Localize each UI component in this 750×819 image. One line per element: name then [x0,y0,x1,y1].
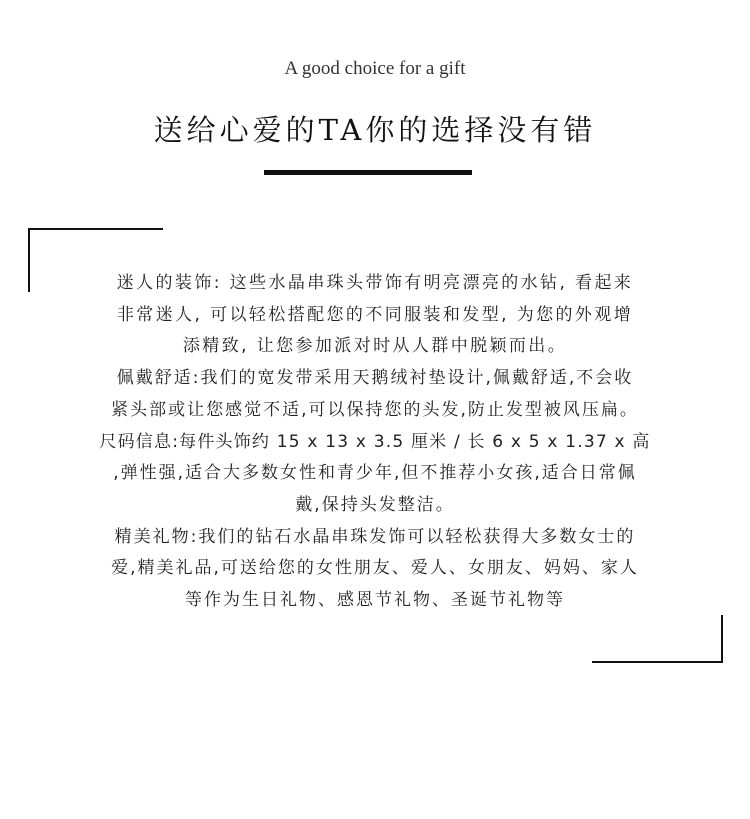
description-line: 紧头部或让您感觉不适,可以保持您的头发,防止发型被风压扁。 [111,399,639,420]
description-line: ,弹性强,适合大多数女性和青少年,但不推荐小女孩,适合日常佩 [113,463,637,484]
description-line: 尺码信息:每件头饰约 15 x 13 x 3.5 厘米 / 长 6 x 5 x 1.37 x 高 [99,431,651,452]
product-description [30,268,720,617]
description-line: 非常迷人, 可以轻松搭配您的不同服装和发型, 为您的外观增 [116,304,634,325]
description-line: 添精致, 让您参加派对时从人群中脱颖而出。 [182,336,568,357]
subtitle: A good choice for a gift [284,58,466,79]
corner-frame-bottom-right-vertical [721,615,723,663]
description-line: 爱,精美礼品,可送给您的女性朋友、爱人、女朋友、妈妈、家人 [111,558,639,579]
description-line: 等作为生日礼物、感恩节礼物、圣诞节礼物等 [185,590,565,611]
corner-frame-bottom-right-horizontal [592,661,723,663]
corner-frame-top-left-horizontal [28,228,163,230]
page-title: 送给心爱的TA你的选择没有错 [153,113,597,147]
description-line: 迷人的装饰: 这些水晶串珠头带饰有明亮漂亮的水钻, 看起来 [116,273,634,293]
title-underline [264,170,472,175]
description-line: 精美礼物:我们的钻石水晶串珠发饰可以轻松获得大多数女士的 [114,526,636,547]
description-line: 佩戴舒适:我们的宽发带采用天鹅绒衬垫设计,佩戴舒适,不会收 [116,368,634,389]
description-line: 戴,保持头发整洁。 [295,494,455,515]
